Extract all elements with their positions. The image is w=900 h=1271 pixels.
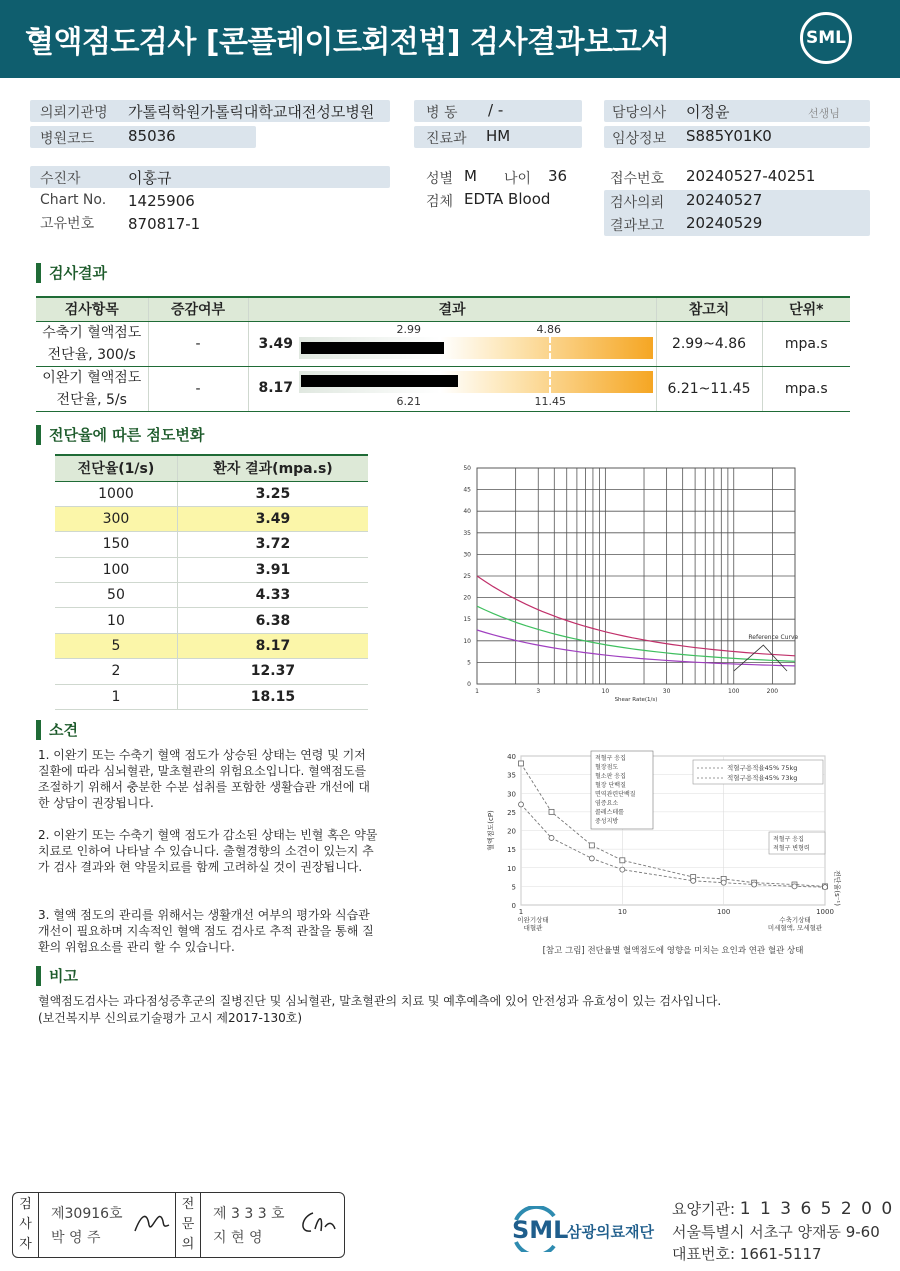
- specialist-signature: [295, 1207, 337, 1237]
- chart2-factor: 콜레스테롤: [595, 809, 624, 816]
- chart1-annotation: Reference Curve: [748, 633, 799, 641]
- chart1-xtick: 3: [536, 688, 541, 695]
- chart2-legend-label: 적혈구용적율45% 73kg: [727, 774, 798, 782]
- chart2-point: [620, 867, 625, 872]
- item-cell: [36, 366, 148, 411]
- shear-value: 3.72: [177, 532, 368, 557]
- high-ref-label: 4.86: [536, 322, 561, 336]
- specialist-name: 지 현 영: [213, 1230, 263, 1246]
- report-value: 20240529: [686, 214, 763, 232]
- table-row: [55, 659, 368, 684]
- chart2-xtick: 1000: [816, 908, 834, 916]
- unit-cell: mpa.s: [762, 366, 850, 411]
- tester-label: 검사자: [13, 1193, 39, 1257]
- col-result: 결과: [248, 297, 656, 321]
- shear-rate: 2: [55, 659, 177, 684]
- chart2-point: [721, 880, 726, 885]
- specialist-label: 전문의: [175, 1193, 201, 1257]
- ref-cell: 6.21~11.45: [656, 366, 762, 411]
- item-cell: [36, 321, 148, 366]
- chart2-factor: 염증요소: [595, 800, 619, 807]
- result-cell: [248, 366, 656, 411]
- clinical-label: 임상정보: [612, 131, 667, 147]
- shear-rate: 10: [55, 608, 177, 633]
- item-name: 수축기 혈액점도: [42, 324, 142, 341]
- specimen-label: 검체: [426, 194, 454, 210]
- chart2-ytick: 25: [507, 808, 516, 817]
- hospital-code-value: 85036: [128, 127, 176, 145]
- shear-value: 8.17: [177, 633, 368, 658]
- chart2-point: [549, 809, 554, 814]
- chart2-point: [752, 882, 757, 887]
- chart1-ytick: 30: [463, 551, 471, 559]
- sex-label: 성별: [426, 171, 454, 187]
- ward-value: / -: [488, 101, 504, 119]
- care-no: 1 1 3 6 5 2 0 0: [739, 1199, 895, 1219]
- reference-curve-chart: [455, 462, 805, 712]
- col-ref: 참고치: [656, 297, 762, 321]
- flag-cell: -: [148, 366, 248, 411]
- specimen-value: EDTA Blood: [464, 190, 551, 208]
- chart2-caption: [참고 그림] 전단율별 혈액점도에 영향을 미치는 요인과 연관 혈관 상태: [542, 946, 804, 956]
- item-shear: 전단율, 5/s: [56, 391, 127, 408]
- chart2-ytick: 5: [511, 883, 516, 892]
- request-label: 검사의뢰: [610, 195, 665, 211]
- uid-label: 고유번호: [40, 216, 95, 232]
- shear-rate: 1000: [55, 481, 177, 506]
- sml-footer-logo: [510, 1206, 670, 1256]
- chart2-point: [792, 884, 797, 889]
- phone-label: 대표번호:: [672, 1245, 736, 1263]
- chart2-high-label-1: 수축기상태: [779, 916, 811, 924]
- chart2-xtick: 10: [617, 908, 627, 916]
- unit-cell: mpa.s: [762, 321, 850, 366]
- chart2-box2-label: 적혈구 응집: [773, 836, 804, 843]
- uid-value: 870817-1: [128, 215, 201, 233]
- chart2-ylabel: 혈액점도(cP): [487, 810, 495, 851]
- finding-1: 1. 이완기 또는 수축기 혈액 점도가 상승된 상태는 연령 및 기저 질환에 따라 심뇌혈관, 말초혈관의 위험요소입니다. 혈액점도를 조절하기 위해서 충분한 수분 섭취를 포함한 생활습관 개선에 대한 상담이 권장됩니다.: [38, 748, 370, 810]
- patient-value: 이홍규: [128, 169, 172, 187]
- chart1-ytick: 0: [467, 681, 471, 688]
- result-fill-bar: [301, 342, 445, 354]
- chart1-xtick: 10: [601, 688, 610, 695]
- table-row: [36, 321, 850, 366]
- clinical-value: S885Y01K0: [686, 127, 772, 145]
- care-no-line: [672, 1198, 894, 1219]
- doctor-suffix: 선생님: [808, 107, 840, 120]
- remarks-heading: 비고: [36, 966, 78, 986]
- institution-label: 의뢰기관명: [40, 105, 108, 121]
- col-item: 검사항목: [36, 297, 148, 321]
- chart2-point: [549, 835, 554, 840]
- table-row: [55, 684, 368, 709]
- shear-rate: 5: [55, 633, 177, 658]
- request-value: 20240527: [686, 191, 763, 209]
- high-ref-label: 11.45: [534, 394, 566, 408]
- care-label: 요양기관:: [672, 1200, 736, 1218]
- chart1-ytick: 10: [463, 637, 471, 645]
- chart1-ytick: 50: [463, 465, 471, 472]
- chart1-ytick: 5: [467, 659, 471, 667]
- table-row: [55, 557, 368, 582]
- table-row: [55, 481, 368, 506]
- chart2-box2-label: 적혈구 변형력: [773, 845, 810, 852]
- remarks-line-1: 혈액점도검사는 과다점성증후군의 질병진단 및 심뇌혈관, 말초혈관의 치료 및 예후예측에 있어 안전성과 유효성이 있는 검사입니다.: [38, 994, 722, 1008]
- chart2-ytick: 40: [507, 753, 516, 761]
- chart1-xtick: 200: [766, 688, 779, 695]
- shear-value: 3.25: [177, 481, 368, 506]
- chart2-high-label-2: 미세혈액, 모세혈관: [767, 924, 823, 932]
- shear-value: 18.15: [177, 684, 368, 709]
- high-ref-marker: [549, 337, 551, 359]
- chart2-point: [589, 843, 594, 848]
- footer-logo-text: SML: [512, 1216, 569, 1244]
- chart1-xtick: 100: [728, 688, 740, 695]
- finding-2: 2. 이완기 또는 수축기 혈액 점도가 감소된 상태는 빈혈 혹은 약물치료로 인하여 나타날 수 있습니다. 출혈경향의 소견이 있는지 추가 검사 결과와 현 약물치료를 함께 고려하실 것이 권장됩니다.: [38, 828, 378, 874]
- shear-value: 4.33: [177, 583, 368, 608]
- phone: 1661-5117: [739, 1245, 822, 1263]
- table-row: [55, 608, 368, 633]
- chart2-ytick: 20: [507, 827, 516, 836]
- chart-value: 1425906: [128, 192, 195, 210]
- tester-no: 제30916호: [51, 1206, 123, 1222]
- chart2-factor: 혈장점도: [595, 764, 619, 771]
- table-row: [55, 633, 368, 658]
- chart2-legend-label: 적혈구용적율45% 75kg: [727, 764, 798, 772]
- shear-value: 3.91: [177, 557, 368, 582]
- table-row: [55, 532, 368, 557]
- chart2-point: [691, 878, 696, 883]
- chart2-point: [620, 858, 625, 863]
- chart2-ytick: 10: [507, 864, 516, 873]
- results-heading: 검사결과: [36, 263, 107, 283]
- chart2-factor: 혈장 단백질: [595, 782, 626, 789]
- result-cell: [248, 321, 656, 366]
- chart1-xlabel: Shear Rate(1/s): [614, 697, 658, 703]
- receipt-label: 접수번호: [610, 171, 665, 187]
- shear-rate: 100: [55, 557, 177, 582]
- chart-label: Chart No.: [40, 192, 107, 208]
- shear-rate: 300: [55, 506, 177, 531]
- chart2-ytick: 15: [507, 846, 516, 855]
- sml-logo: SML: [800, 12, 852, 64]
- patient-bar: [30, 166, 390, 188]
- age-label: 나이: [504, 171, 532, 187]
- col-unit: 단위*: [762, 297, 850, 321]
- hospital-code-label: 병원코드: [40, 131, 95, 147]
- address: 서울특별시 서초구 양재동 9-60: [672, 1223, 880, 1241]
- specialist-no: 제 3 3 3 호: [213, 1206, 285, 1222]
- result-fill-bar: [301, 375, 459, 387]
- table-row: [55, 583, 368, 608]
- chart2-xtick: 100: [716, 908, 731, 916]
- chart2-point: [519, 802, 524, 807]
- item-name: 이완기 혈액점도: [42, 369, 142, 386]
- shear-heading: 전단율에 따른 점도변화: [36, 425, 204, 445]
- factors-chart: [483, 748, 843, 960]
- chart2-point: [519, 761, 524, 766]
- result-value: 8.17: [258, 379, 294, 396]
- table-row: [36, 366, 850, 411]
- chart2-ytick: 0: [511, 902, 516, 910]
- chart1-xtick: 1: [475, 688, 479, 695]
- institution-value: 가톨릭학원가톨릭대학교대전성모병원: [128, 103, 375, 121]
- age-value: 36: [548, 167, 568, 185]
- chart2-ytick: 35: [507, 771, 516, 780]
- col-patient-result: 환자 결과(mpa.s): [177, 455, 368, 481]
- shear-value: 3.49: [177, 506, 368, 531]
- dept-value: HM: [486, 127, 511, 145]
- shear-rate: 50: [55, 583, 177, 608]
- chart2-ytick: 30: [507, 790, 516, 799]
- ref-cell: 2.99~4.86: [656, 321, 762, 366]
- report-title: 혈액점도검사 [콘플레이트회전법] 검사결과보고서: [25, 25, 670, 60]
- chart1-ytick: 20: [463, 594, 471, 602]
- chart1-ytick: 15: [463, 616, 471, 624]
- chart1-ytick: 45: [463, 486, 471, 494]
- chart2-factor: 면역관련단백질: [595, 791, 636, 798]
- results-table: [36, 296, 850, 412]
- report-header: [0, 0, 900, 78]
- result-value: 3.49: [258, 335, 294, 352]
- shear-rate: 150: [55, 532, 177, 557]
- sex-value: M: [464, 167, 477, 185]
- org-name: 삼광의료재단: [567, 1223, 654, 1241]
- findings-heading: 소견: [36, 720, 78, 740]
- remarks-line-2: (보건복지부 신의료기술평가 고시 제2017-130호): [38, 1011, 303, 1025]
- chart2-xlabel: 전단율(s⁻¹): [833, 870, 841, 906]
- finding-3: 3. 혈액 점도의 관리를 위해서는 생활개선 여부의 평가와 식습관 개선이 필요하며 지속적인 혈액 점도 검사로 추적 관찰을 통해 질환의 위험요소를 관리 할 수 있습니다.: [38, 908, 374, 954]
- shear-value: 6.38: [177, 608, 368, 633]
- low-ref-label: 6.21: [396, 394, 421, 408]
- tester-signature: [131, 1207, 171, 1237]
- chart2-factor: 중성지방: [595, 818, 619, 825]
- report-label: 결과보고: [610, 218, 665, 234]
- chart1-ytick: 35: [463, 529, 471, 537]
- item-shear: 전단율, 300/s: [47, 346, 136, 363]
- chart2-low-label-1: 이완기상태: [517, 916, 549, 924]
- chart2-point: [823, 885, 828, 890]
- chart2-low-label-2: 대혈관: [523, 924, 543, 932]
- receipt-value: 20240527-40251: [686, 167, 816, 185]
- chart1-ytick: 40: [463, 508, 471, 516]
- flag-cell: -: [148, 321, 248, 366]
- shear-rate: 1: [55, 684, 177, 709]
- high-ref-marker: [549, 371, 551, 393]
- dept-label: 진료과: [426, 131, 467, 147]
- chart2-xtick: 1: [518, 908, 524, 916]
- col-flag: 증감여부: [148, 297, 248, 321]
- chart2-point: [589, 856, 594, 861]
- ward-label: 병 동: [426, 105, 458, 121]
- doctor-label: 담당의사: [612, 105, 667, 121]
- chart2-factor: 적혈구 응집: [595, 755, 626, 762]
- table-row: [55, 506, 368, 531]
- patient-label: 수진자: [40, 171, 81, 187]
- doctor-value: 이정윤: [686, 103, 730, 121]
- chart1-ytick: 25: [463, 573, 471, 580]
- chart1-xtick: 30: [662, 688, 671, 695]
- phone-line: [672, 1243, 822, 1264]
- low-ref-label: 2.99: [396, 322, 421, 336]
- tester-name: 박 영 주: [51, 1230, 101, 1246]
- col-shear-rate: 전단율(1/s): [55, 455, 177, 481]
- chart2-factor: 혈소판 응집: [595, 773, 626, 780]
- shear-table: [55, 454, 368, 710]
- signature-stamp: [12, 1192, 345, 1258]
- shear-value: 12.37: [177, 659, 368, 684]
